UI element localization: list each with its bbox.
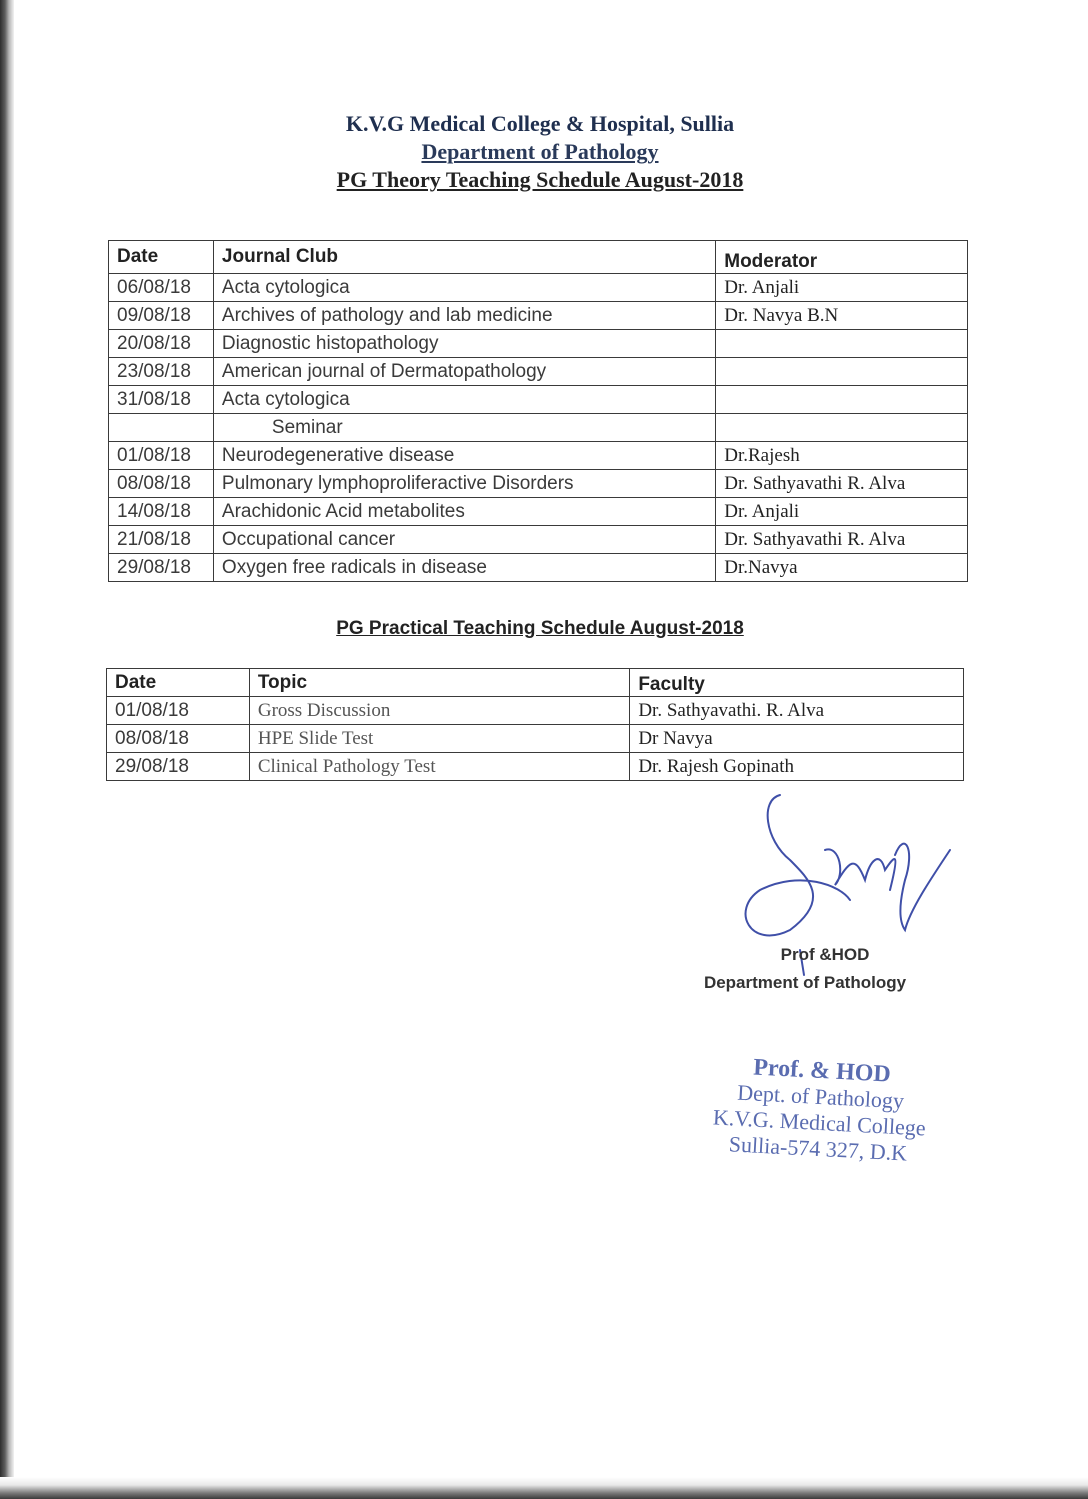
document-header bbox=[240, 110, 840, 194]
row-moderator: Dr. Anjali bbox=[716, 274, 968, 302]
signatory-role: Prof &HOD bbox=[780, 945, 870, 964]
table-row bbox=[109, 386, 968, 414]
row-topic: Acta cytologica bbox=[213, 386, 715, 414]
theory-schedule-title: PG Theory Teaching Schedule August-2018 bbox=[336, 167, 744, 192]
seminar-empty-cell bbox=[716, 414, 968, 442]
row-topic: Diagnostic histopathology bbox=[213, 330, 715, 358]
row-date: 31/08/18 bbox=[109, 386, 214, 414]
row-topic: HPE Slide Test bbox=[249, 725, 629, 753]
row-topic: Gross Discussion bbox=[249, 697, 629, 725]
row-date: 08/08/18 bbox=[109, 470, 214, 498]
row-date: 20/08/18 bbox=[109, 330, 214, 358]
department-name: Department of Pathology bbox=[421, 139, 659, 164]
row-moderator: Dr. Anjali bbox=[716, 498, 968, 526]
table-row bbox=[109, 274, 968, 302]
header-faculty: Faculty bbox=[630, 669, 964, 697]
row-moderator bbox=[716, 330, 968, 358]
stamp-department: Dept. of Pathology bbox=[736, 1079, 905, 1114]
row-date: 21/08/18 bbox=[109, 526, 214, 554]
stamp-title: Prof. & HOD bbox=[752, 1054, 892, 1088]
college-name: K.V.G Medical College & Hospital, Sullia bbox=[345, 111, 735, 136]
table-row bbox=[109, 554, 968, 582]
practical-schedule-title: PG Practical Teaching Schedule August-2018 bbox=[336, 618, 744, 639]
row-date: 29/08/18 bbox=[107, 753, 250, 781]
row-topic: Archives of pathology and lab medicine bbox=[213, 302, 715, 330]
official-stamp bbox=[687, 1051, 952, 1168]
table-row bbox=[109, 498, 968, 526]
signatory-department: Department of Pathology bbox=[703, 973, 907, 992]
table-row bbox=[109, 526, 968, 554]
theory-schedule-table bbox=[108, 240, 968, 582]
row-date: 01/08/18 bbox=[109, 442, 214, 470]
row-moderator bbox=[716, 358, 968, 386]
row-moderator: Dr. Sathyavathi R. Alva bbox=[716, 470, 968, 498]
row-topic: Arachidonic Acid metabolites bbox=[213, 498, 715, 526]
table-row bbox=[107, 697, 964, 725]
scan-left-edge bbox=[0, 0, 14, 1499]
signature-loop-stroke bbox=[746, 795, 850, 935]
row-date: 29/08/18 bbox=[109, 554, 214, 582]
row-date: 01/08/18 bbox=[107, 697, 250, 725]
table-header-row bbox=[107, 669, 964, 697]
signature-tail-stroke bbox=[895, 844, 950, 930]
row-date: 14/08/18 bbox=[109, 498, 214, 526]
row-date: 09/08/18 bbox=[109, 302, 214, 330]
row-topic: American journal of Dermatopathology bbox=[213, 358, 715, 386]
row-moderator: Dr.Navya bbox=[716, 554, 968, 582]
row-moderator bbox=[716, 386, 968, 414]
table-row bbox=[109, 302, 968, 330]
practical-schedule-table bbox=[106, 668, 964, 781]
table-row bbox=[109, 470, 968, 498]
table-row bbox=[109, 442, 968, 470]
seminar-label: Seminar bbox=[213, 414, 715, 442]
row-faculty: Dr Navya bbox=[630, 725, 964, 753]
row-date: 06/08/18 bbox=[109, 274, 214, 302]
row-topic: Occupational cancer bbox=[213, 526, 715, 554]
row-date: 08/08/18 bbox=[107, 725, 250, 753]
row-moderator: Dr. Sathyavathi R. Alva bbox=[716, 526, 968, 554]
table-row bbox=[107, 753, 964, 781]
stamp-college: K.V.G. Medical College bbox=[712, 1104, 927, 1141]
row-date: 23/08/18 bbox=[109, 358, 214, 386]
table-row bbox=[107, 725, 964, 753]
row-topic: Clinical Pathology Test bbox=[249, 753, 629, 781]
seminar-section-row bbox=[109, 414, 968, 442]
row-faculty: Dr. Sathyavathi. R. Alva bbox=[630, 697, 964, 725]
row-topic: Pulmonary lymphoproliferactive Disorders bbox=[213, 470, 715, 498]
table-row bbox=[109, 358, 968, 386]
signature-letters-stroke bbox=[825, 849, 895, 890]
table-header-row bbox=[109, 241, 968, 274]
row-moderator: Dr. Navya B.N bbox=[716, 302, 968, 330]
header-moderator: Moderator bbox=[716, 241, 968, 274]
row-topic: Neurodegenerative disease bbox=[213, 442, 715, 470]
signature-block bbox=[690, 945, 920, 993]
header-date: Date bbox=[107, 669, 250, 697]
scan-bottom-edge bbox=[0, 1477, 1088, 1499]
row-faculty: Dr. Rajesh Gopinath bbox=[630, 753, 964, 781]
header-topic: Topic bbox=[249, 669, 629, 697]
header-journal-club: Journal Club bbox=[213, 241, 715, 274]
table-row bbox=[109, 330, 968, 358]
row-topic: Oxygen free radicals in disease bbox=[213, 554, 715, 582]
row-topic: Acta cytologica bbox=[213, 274, 715, 302]
seminar-empty-cell bbox=[109, 414, 214, 442]
header-date: Date bbox=[109, 241, 214, 274]
stamp-address: Sullia-574 327, D.K bbox=[728, 1131, 908, 1166]
row-moderator: Dr.Rajesh bbox=[716, 442, 968, 470]
